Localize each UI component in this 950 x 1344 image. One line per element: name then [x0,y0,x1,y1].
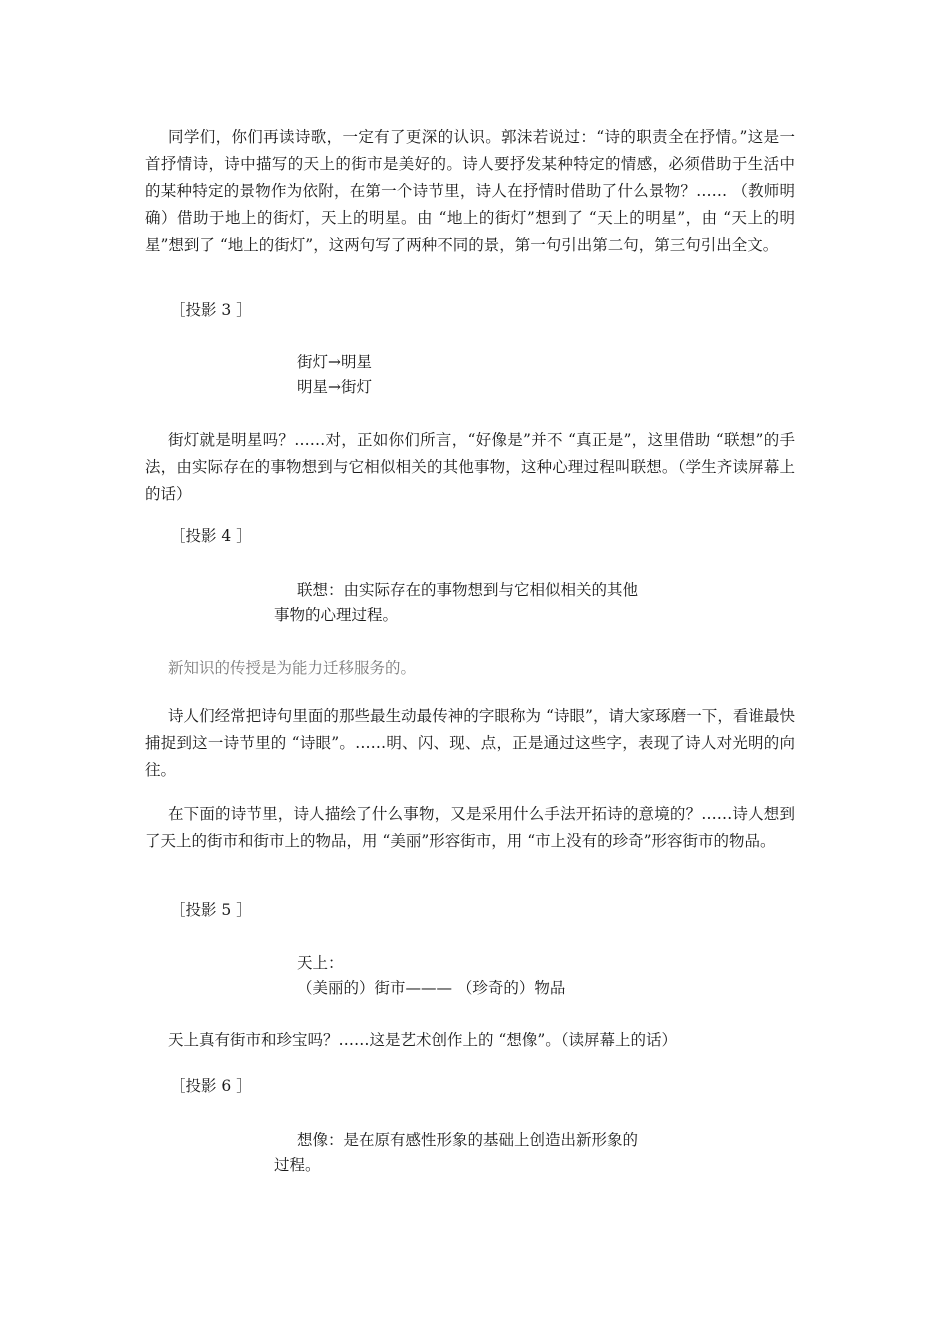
projection-3-line-2: 明星→街灯 [297,378,372,396]
projection-3-label: ［投影 3 ］ [170,301,252,319]
projection-5-line-1: 天上： [297,954,344,972]
projection-6-line-1: 想像：是在原有感性形象的基础上创造出新形象的 [297,1131,639,1149]
paragraph-note: 新知识的传授是为能力迁移服务的。 [168,659,417,677]
projection-6-label: ［投影 6 ］ [170,1077,252,1095]
projection-3-line-1: 街灯→明星 [297,353,372,371]
projection-5-line-2: （美丽的）街市——— （珍奇的）物品 [297,979,566,997]
projection-5-label: ［投影 5 ］ [170,901,252,919]
paragraph-intro: 同学们，你们再读诗歌，一定有了更深的认识。郭沫若说过：“诗的职责全在抒情。”这是一首抒情诗，诗中描写的天上的街市是美好的。诗人要抒发某种特定的情感，必须借助于生活中的某种特定的景物作为依附，在第一个诗节里，诗人在抒情时借助了什么景物？…… （教师明确）借助于地上的街灯，天上的明星。由 “地上的街灯”想到了 “天上的明星”，由 “天上的明星”想到了 “地上的街灯”，这两句写了两种不同的景，第一句引出第二句，第三句引出全文。 [145,128,795,254]
paragraph-poem-eye: 诗人们经常把诗句里面的那些最生动最传神的字眼称为 “诗眼”，请大家琢磨一下，看谁最快捕捉到这一诗节里的 “诗眼”。……明、闪、现、点，正是通过这些字，表现了诗人对光明的向往。 [145,707,795,779]
projection-6-line-2: 过程。 [274,1156,321,1174]
projection-4-label: ［投影 4 ］ [170,527,252,545]
projection-4-line-1: 联想：由实际存在的事物想到与它相似相关的其他 [297,581,639,599]
paragraph-imagination: 天上真有街市和珍宝吗？……这是艺术创作上的 “想像”。（读屏幕上的话） [168,1031,678,1049]
paragraph-association: 街灯就是明星吗？……对，正如你们所言，“好像是”并不 “真正是”，这里借助 “联想”的手法，由实际存在的事物想到与它相似相关的其他事物，这种心理过程叫联想。（学生齐读屏幕上的话） [145,431,795,503]
paragraph-next-stanza: 在下面的诗节里，诗人描绘了什么事物，又是采用什么手法开拓诗的意境的？……诗人想到了天上的街市和街市上的物品，用 “美丽”形容街市，用 “市上没有的珍奇”形容街市的物品。 [145,805,795,850]
projection-4-line-2: 事物的心理过程。 [274,606,399,624]
